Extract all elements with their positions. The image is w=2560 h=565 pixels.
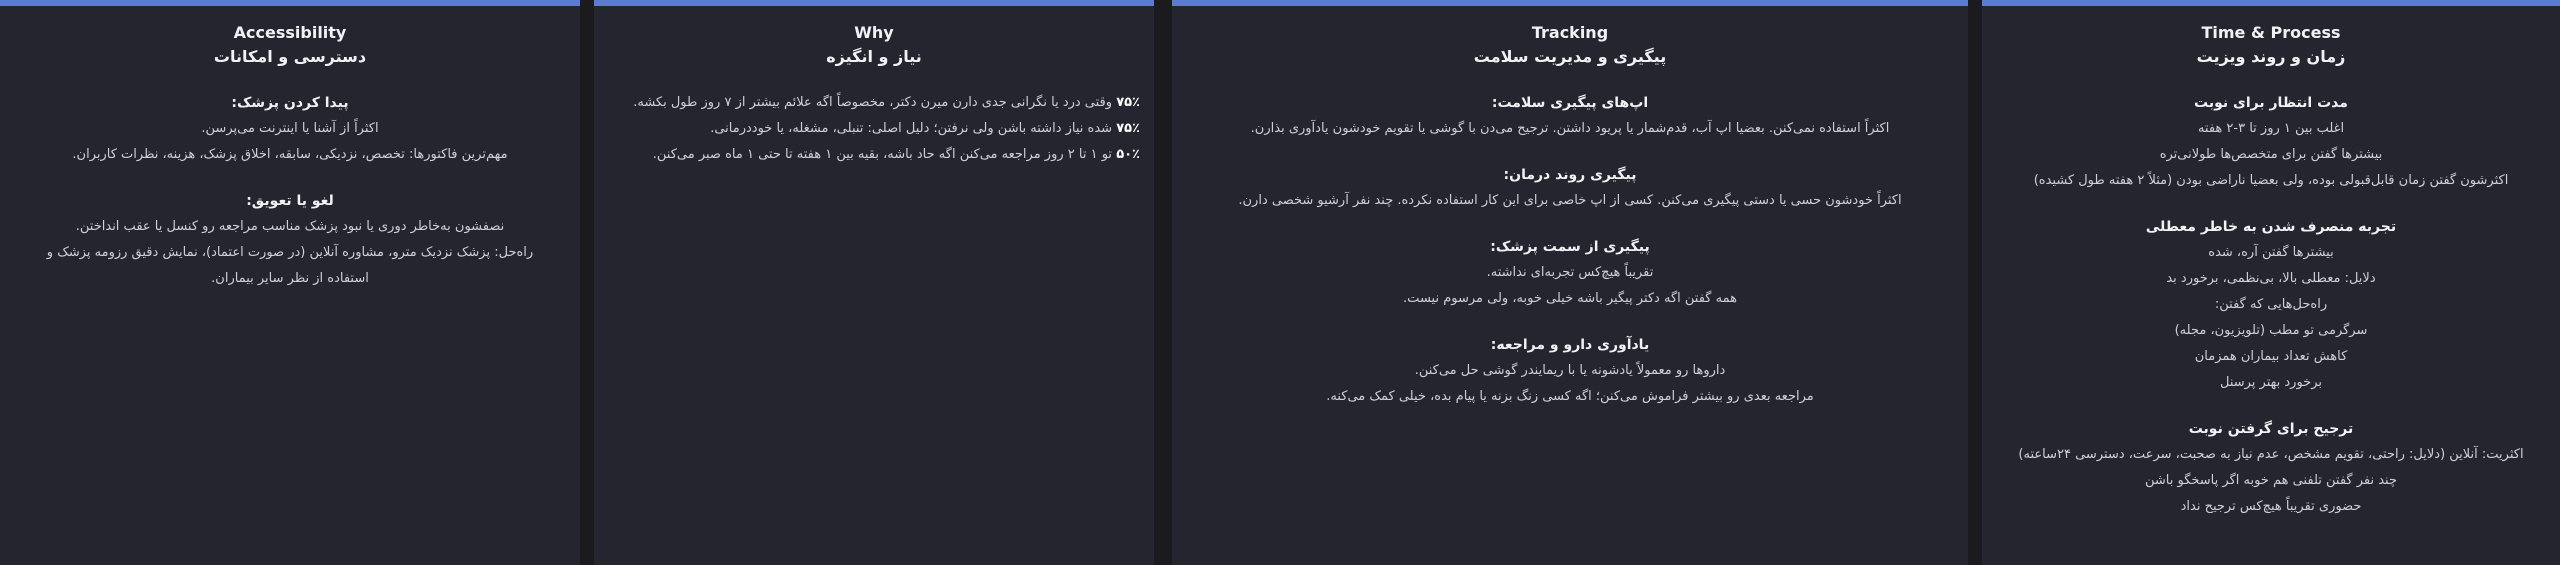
section-delay-experience	[1982, 214, 2560, 396]
section-line: همه گفتن اگه دکتر پیگیر باشه خیلی خوبه، ولی مرسوم نیست.	[1403, 291, 1737, 306]
column-subtitle: دسترسی و امکانات	[213, 47, 367, 66]
section-line: مراجعه بعدی رو بیشتر فراموش می‌کنن؛ اگه کسی زنگ بزنه یا پیام بده، خیلی کمک می‌کنه.	[1326, 389, 1814, 404]
section-line: حضوری تقریباً هیچ‌کس ترجیح نداد	[2180, 499, 2362, 514]
section-line: اغلب بین ۱ روز تا ۳-۲ هفته	[2197, 121, 2345, 136]
column-accessibility	[0, 0, 580, 565]
section-heading: تجربه منصرف شدن به خاطر معطلی	[2145, 219, 2397, 235]
section-health-apps	[1172, 90, 1968, 142]
section-cancel	[0, 188, 580, 292]
section-line: نصفشون به‌خاطر دوری یا نبود پزشک مناسب مراجعه رو کنسل یا عقب انداختن.	[75, 219, 505, 234]
column-why	[594, 0, 1154, 565]
stat-text: شده نیاز داشته باشن ولی نرفتن؛ دلیل اصلی: تنبلی، مشغله، یا خوددرمانی.	[710, 121, 1117, 136]
section-booking-preference	[1982, 416, 2560, 520]
section-line: سرگرمی تو مطب (تلویزیون، مجله)	[2174, 323, 2368, 338]
section-line: کاهش تعداد بیماران همزمان	[2194, 349, 2348, 364]
section-heading: پیگیری روند درمان:	[1503, 167, 1637, 183]
section-line: بیشترها گفتن برای متخصص‌ها طولانی‌تره	[2159, 147, 2383, 162]
section-doctor-followup	[1172, 234, 1968, 312]
stat-value: ۵۰٪	[1116, 147, 1140, 162]
section-line: اکثراً استفاده نمی‌کنن. بعضیا اپ آب، قدم‌شمار یا پریود داشتن. ترجیح می‌دن با گوشی یا تقویم خودشون یادآوری بذارن.	[1250, 121, 1890, 136]
column-time-process	[1982, 0, 2560, 565]
column-title: Accessibility	[233, 23, 347, 42]
section-heading: یادآوری دارو و مراجعه:	[1490, 337, 1650, 353]
why-stat-line	[594, 116, 1154, 142]
section-heading: اپ‌های پیگیری سلامت:	[1491, 95, 1649, 111]
stat-value: ۷۵٪	[1116, 95, 1140, 110]
section-line: راه‌حل: پزشک نزدیک مترو، مشاوره آنلاین (در صورت اعتماد)، نمایش دقیق رزومه پزشک و	[46, 245, 534, 260]
section-line: راه‌حل‌هایی که گفتن:	[2214, 297, 2328, 312]
section-line: بیشترها گفتن آره، شده	[2208, 245, 2334, 260]
section-treatment-tracking	[1172, 162, 1968, 214]
column-title: Tracking	[1531, 23, 1609, 42]
section-line: دلایل: معطلی بالا، بی‌نظمی، برخورد بد	[2166, 271, 2376, 286]
column-subtitle: نیاز و انگیزه	[826, 47, 922, 66]
section-line: برخورد بهتر پرسنل	[2219, 375, 2323, 390]
section-heading: مدت انتظار برای نوبت	[2194, 95, 2348, 111]
stat-text: تو ۱ تا ۲ روز مراجعه می‌کنن اگه حاد باشه، بقیه بین ۱ هفته تا حتی ۱ ماه صبر می‌کنن.	[652, 147, 1117, 162]
column-tracking	[1172, 0, 1968, 565]
column-title: Why	[854, 23, 894, 42]
column-subtitle: زمان و روند ویزیت	[2196, 47, 2346, 66]
section-heading: پیگیری از سمت پزشک:	[1490, 239, 1650, 255]
section-line: استفاده از نظر سایر بیماران.	[211, 271, 369, 286]
section-line: داروها رو معمولاً یادشونه یا با ریمایندر گوشی حل می‌کنن.	[1414, 363, 1726, 378]
why-stat-line	[594, 142, 1154, 168]
column-subtitle: پیگیری و مدیریت سلامت	[1473, 47, 1667, 66]
stat-text: وقتی درد یا نگرانی جدی دارن میرن دکتر، مخصوصاً اگه علائم بیشتر از ۷ روز طول بکشه.	[633, 95, 1117, 110]
section-line: اکثراً از آشنا یا اینترنت می‌پرسن.	[201, 121, 379, 136]
section-heading: لغو یا تعویق:	[246, 193, 334, 209]
section-line: تقریباً هیچ‌کس تجربه‌ای نداشته.	[1486, 265, 1654, 280]
section-find-doctor	[0, 90, 580, 168]
stat-value: ۷۵٪	[1116, 121, 1140, 136]
column-title: Time & Process	[2201, 23, 2341, 42]
section-line: چند نفر گفتن تلفنی هم خوبه اگر پاسخگو باشن	[2145, 473, 2397, 488]
section-line: مهم‌ترین فاکتورها: تخصص، نزدیکی، سابقه، اخلاق پزشک، هزینه، نظرات کاربران.	[72, 147, 508, 162]
section-heading: پیدا کردن پزشک:	[231, 95, 349, 111]
section-line: اکثراً خودشون حسی یا دستی پیگیری می‌کنن. کسی از اپ خاصی برای این کار استفاده نکرده. چند نفر آرشیو شخصی دارن.	[1238, 193, 1902, 208]
section-line: اکثرشون گفتن زمان قابل‌قبولی بوده، ولی بعضیا ناراضی بودن (مثلاً ۲ هفته طول کشیده)	[2033, 173, 2509, 188]
section-line: اکثریت: آنلاین (دلایل: راحتی، تقویم مشخص، عدم نیاز به صحبت، سرعت، دسترسی ۲۴ساعته)	[2018, 447, 2524, 462]
section-heading: ترجیح برای گرفتن نوبت	[2188, 421, 2354, 437]
section-wait-time	[1982, 90, 2560, 194]
why-stat-line	[594, 90, 1154, 116]
section-reminders	[1172, 332, 1968, 410]
